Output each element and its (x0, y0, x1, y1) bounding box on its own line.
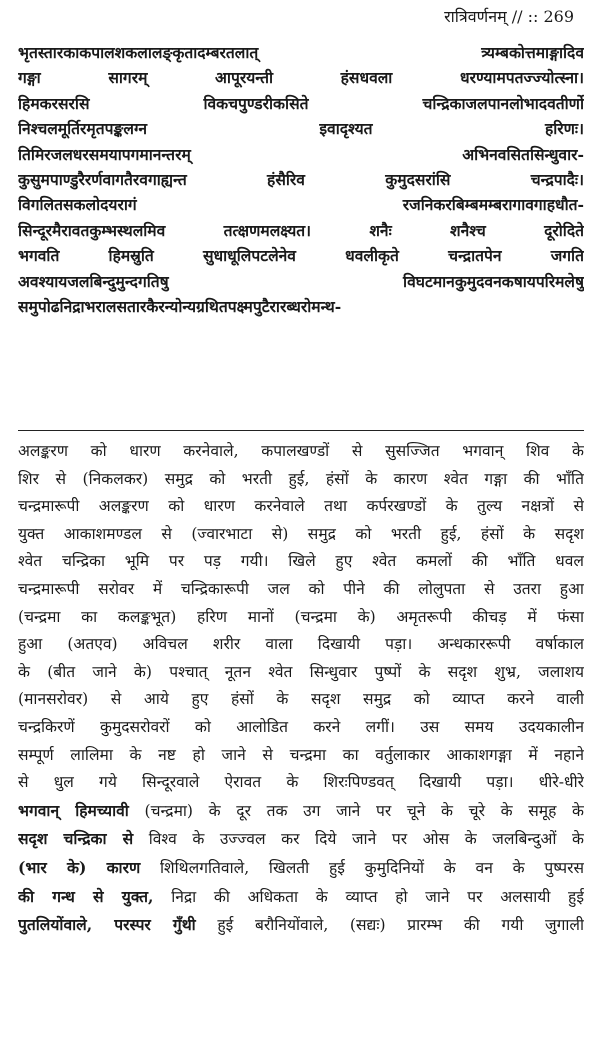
sanskrit-line: समुपोढनिद्राभरालसतारकैरन्योन्यग्रथितपक्ष्मपुटैरारब्धरोमन्थ- (18, 297, 342, 317)
plain-text: विश्व के उज्ज्वल कर दिये जाने पर ओस के जलबिन्दुओं के (133, 830, 584, 849)
translation-line: चन्द्रमारूपी अलङ्करण को धारण करनेवाले तथा कर्परखण्डों के तुल्य नक्षत्रों से (18, 497, 584, 516)
translation-line (18, 797, 584, 826)
emphasis-text: पुतलियोंवाले, परस्पर गुँथी (18, 915, 196, 935)
translation-line: हुआ (अतएव) अविचल शरीर वाला दिखायी पड़ा। अन्धकाररूपी वर्षाकाल (18, 635, 584, 654)
running-header: रात्रिवर्णनम् // :: 269 (444, 7, 574, 26)
sanskrit-line: भृतस्तारकाकपालशकलालङ्कृतादम्बरतलात् त्र्यम्बकोत्तमाङ्गादिव (18, 43, 584, 62)
section-divider (18, 430, 584, 431)
plain-text: हुई बरौनियोंवाले, (सद्यः) प्रारम्भ की गयी जुगाली (195, 916, 584, 935)
sanskrit-line: अवश्यायजलबिन्दुमुन्दगतिषु विघटमानकुमुदवनकषायपरिमलेषु (18, 271, 584, 291)
translation-line: के (बीत जाने के) पश्चात् नूतन श्वेत सिन्धुवार पुष्पों के सदृश शुभ्र, जलाशय (18, 662, 584, 681)
translation-line: सम्पूर्ण लालिमा के नष्ट हो जाने से चन्द्रमा का वर्तुलाकार आकाशगङ्गा में नहाने (18, 745, 584, 764)
sanskrit-line: कुसुमपाण्डुरैरर्णवागतैरवगाह्यन्त हंसैरिव कुमुदसरांसि चन्द्रपादैः। (18, 170, 584, 190)
translation-line: अलङ्करण को धारण करनेवाले, कपालखण्डों से सुसज्जित भगवान् शिव के (18, 442, 584, 460)
translation-line (18, 911, 584, 940)
hindi-translation (18, 438, 584, 940)
translation-line: चन्द्रमारूपी सरोवर में चन्द्रिकारूपी जल को पीने की लोलुपता से उतरा हुआ (18, 579, 584, 598)
sanskrit-line: गङ्गा सागरम् आपूरयन्ती हंसधवला धरण्यामपतज्ज्योत्स्ना। (18, 68, 584, 88)
emphasis-text: भगवान् हिमच्यावी (18, 800, 129, 820)
translation-line: (मानसरोवर) से आये हुए हंसों के सदृश समुद्र को व्याप्त करने वाली (18, 690, 584, 709)
plain-text: शिथिलगतिवाले, खिलती हुई कुमुदिनियों के वन के पुष्परस (140, 858, 584, 877)
emphasis-text: (भार के) कारण (18, 857, 141, 877)
sanskrit-line: हिमकरसरसि विकचपुण्डरीकसिते चन्द्रिकाजलपानलोभादवतीर्णो (18, 93, 584, 113)
sanskrit-line: तिमिरजलधरसमयापगमानन्तरम् अभिनवसितसिन्धुवार- (18, 144, 584, 164)
translation-line (18, 854, 584, 883)
translation-line: युक्त आकाशमण्डल से (ज्वारभाटा से) समुद्र को भरती हुई, हंसों के सदृश (18, 524, 584, 543)
sanskrit-line: सिन्दूरमैरावतकुम्भस्थलमिव तत्क्षणमलक्ष्यत। शनैः शनैश्च दूरोदिते (18, 220, 584, 240)
translation-line (18, 883, 584, 912)
translation-line: चन्द्रकिरणें कुमुदसरोवरों को आलोडित करने लगीं। उस समय उदयकालीन (18, 717, 584, 736)
plain-text: (चन्द्रमा) के दूर तक उग जाने पर चूने के चूरे के समूह के (128, 801, 584, 820)
translation-line: से धुल गये सिन्दूरवाले ऐरावत के शिरःपिण्डवत् दिखायी पड़ा। धीरे-धीरे (18, 773, 584, 792)
emphasis-text: सदृश चन्द्रिका से (18, 829, 134, 849)
sanskrit-verse (18, 40, 584, 319)
translation-line: शिर से (निकलकर) समुद्र को भरती हुई, हंसों के कारण श्वेत गङ्गा की भाँति (18, 469, 584, 488)
emphasis-text: की गन्ध से युक्त, (18, 886, 154, 906)
plain-text: निद्रा की अधिकता के व्याप्त हो जाने पर अलसायी हुई (153, 887, 584, 906)
sanskrit-line: भगवति हिमस्रुति सुधाधूलिपटलेनेव धवलीकृते चन्द्रातपेन जगति (18, 246, 584, 266)
translation-line: श्वेत चन्द्रिका भूमि पर पड़ गयी। खिले हुए श्वेत कमलों की भाँति धवल (18, 552, 584, 571)
sanskrit-line: निश्चलमूर्तिरमृतपङ्कलग्न इवादृश्यत हरिणः। (18, 119, 584, 139)
translation-line (18, 825, 584, 854)
sanskrit-line: विगलितसकलोदयरागं रजनिकरबिम्बमम्बरागावगाहधौत- (18, 195, 584, 215)
translation-line: (चन्द्रमा का कलङ्कभूत) हरिण मानों (चन्द्रमा के) अमृतरूपी कीचड़ में फंसा (18, 607, 584, 626)
